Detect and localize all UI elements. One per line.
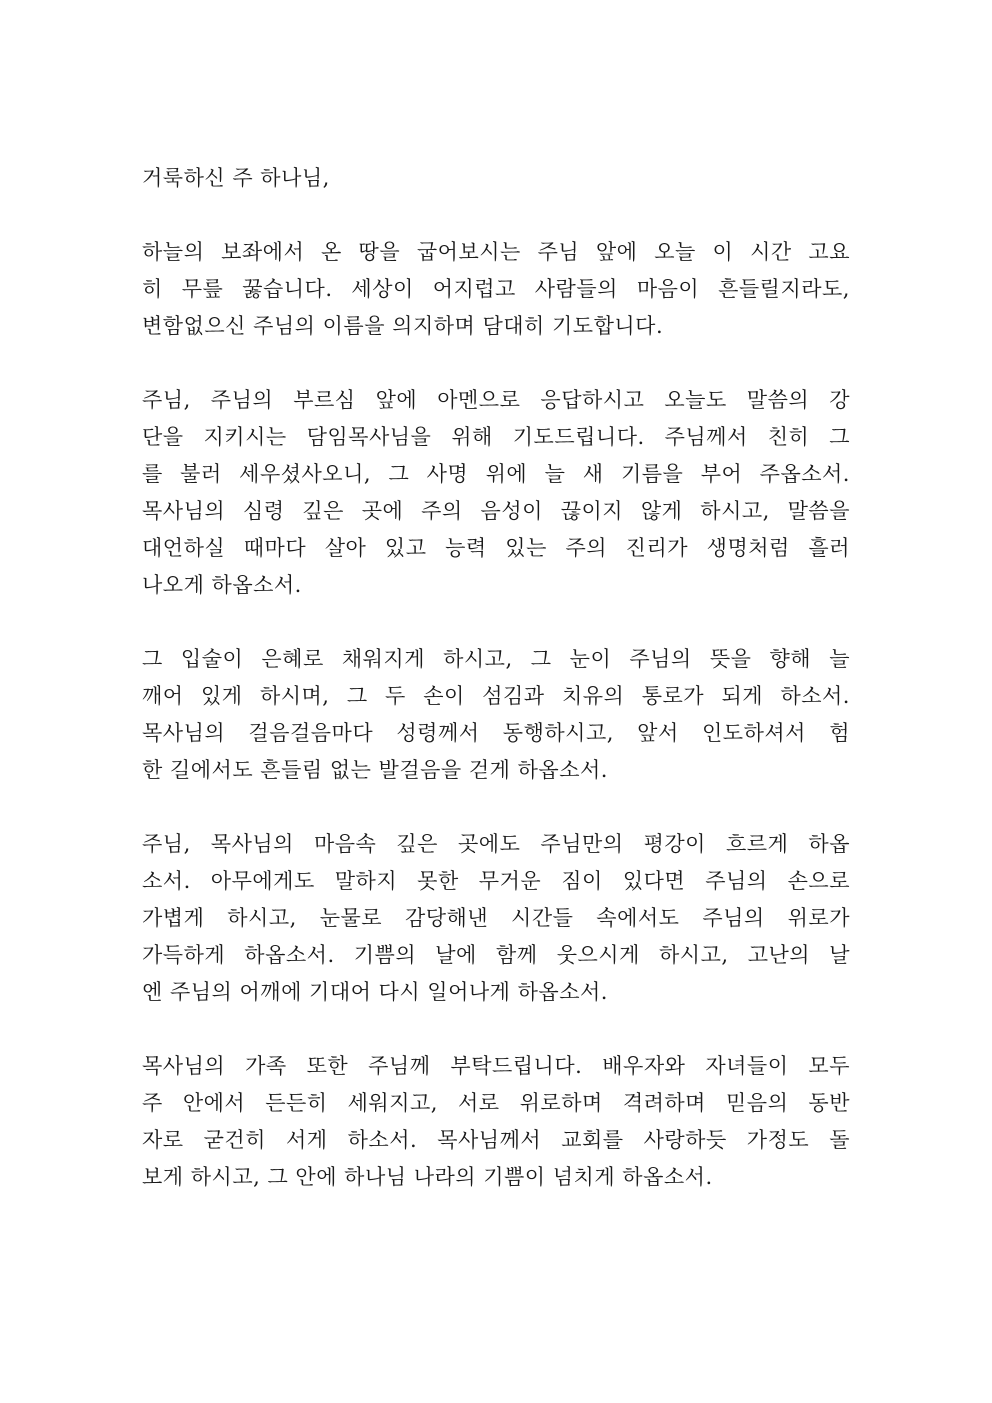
paragraph-5	[142, 1048, 850, 1196]
text-line: 주님, 주님의 부르심 앞에 아멘으로 응답하시고 오늘도 말씀의 강	[142, 388, 850, 412]
salutation: 거룩하신 주 하나님,	[142, 166, 330, 190]
text-line: 목사님의 걸음걸음마다 성령께서 동행하시고, 앞서 인도하셔서 험	[142, 721, 850, 745]
text-line: 히 무릎 꿇습니다. 세상이 어지럽고 사람들의 마음이 흔들릴지라도,	[142, 277, 850, 301]
text-line: 변함없으신 주님의 이름을 의지하며 담대히 기도합니다.	[142, 314, 664, 338]
text-line: 를 불러 세우셨사오니, 그 사명 위에 늘 새 기름을 부어 주옵소서.	[142, 462, 850, 486]
text-line: 대언하실 때마다 살아 있고 능력 있는 주의 진리가 생명처럼 흘러	[142, 536, 850, 560]
text-line: 단을 지키시는 담임목사님을 위해 기도드립니다. 주님께서 친히 그	[142, 425, 850, 449]
text-line: 주 안에서 든든히 세워지고, 서로 위로하며 격려하며 믿음의 동반	[142, 1091, 850, 1115]
text-line: 하늘의 보좌에서 온 땅을 굽어보시는 주님 앞에 오늘 이 시간 고요	[142, 240, 850, 264]
text-line: 보게 하시고, 그 안에 하나님 나라의 기쁨이 넘치게 하옵소서.	[142, 1165, 713, 1189]
text-line: 목사님의 심령 깊은 곳에 주의 음성이 끊이지 않게 하시고, 말씀을	[142, 499, 850, 523]
text-line: 나오게 하옵소서.	[142, 573, 302, 597]
text-line: 가볍게 하시고, 눈물로 감당해낸 시간들 속에서도 주님의 위로가	[142, 906, 850, 930]
text-line: 목사님의 가족 또한 주님께 부탁드립니다. 배우자와 자녀들이 모두	[142, 1054, 850, 1078]
prayer-text	[142, 160, 850, 1233]
paragraph-4	[142, 826, 850, 1011]
text-line: 가득하게 하옵소서. 기쁨의 날에 함께 웃으시게 하시고, 고난의 날	[142, 943, 850, 967]
text-line: 자로 굳건히 서게 하소서. 목사님께서 교회를 사랑하듯 가정도 돌	[142, 1128, 850, 1152]
text-line: 한 길에서도 흔들림 없는 발걸음을 걷게 하옵소서.	[142, 758, 608, 782]
text-line: 엔 주님의 어깨에 기대어 다시 일어나게 하옵소서.	[142, 980, 608, 1004]
paragraph-3	[142, 641, 850, 789]
paragraph-2	[142, 382, 850, 604]
paragraph-1	[142, 234, 850, 345]
text-line: 주님, 목사님의 마음속 깊은 곳에도 주님만의 평강이 흐르게 하옵	[142, 832, 850, 856]
text-line: 그 입술이 은혜로 채워지게 하시고, 그 눈이 주님의 뜻을 향해 늘	[142, 647, 850, 671]
text-line: 소서. 아무에게도 말하지 못한 무거운 짐이 있다면 주님의 손으로	[142, 869, 850, 893]
text-line: 깨어 있게 하시며, 그 두 손이 섬김과 치유의 통로가 되게 하소서.	[142, 684, 850, 708]
